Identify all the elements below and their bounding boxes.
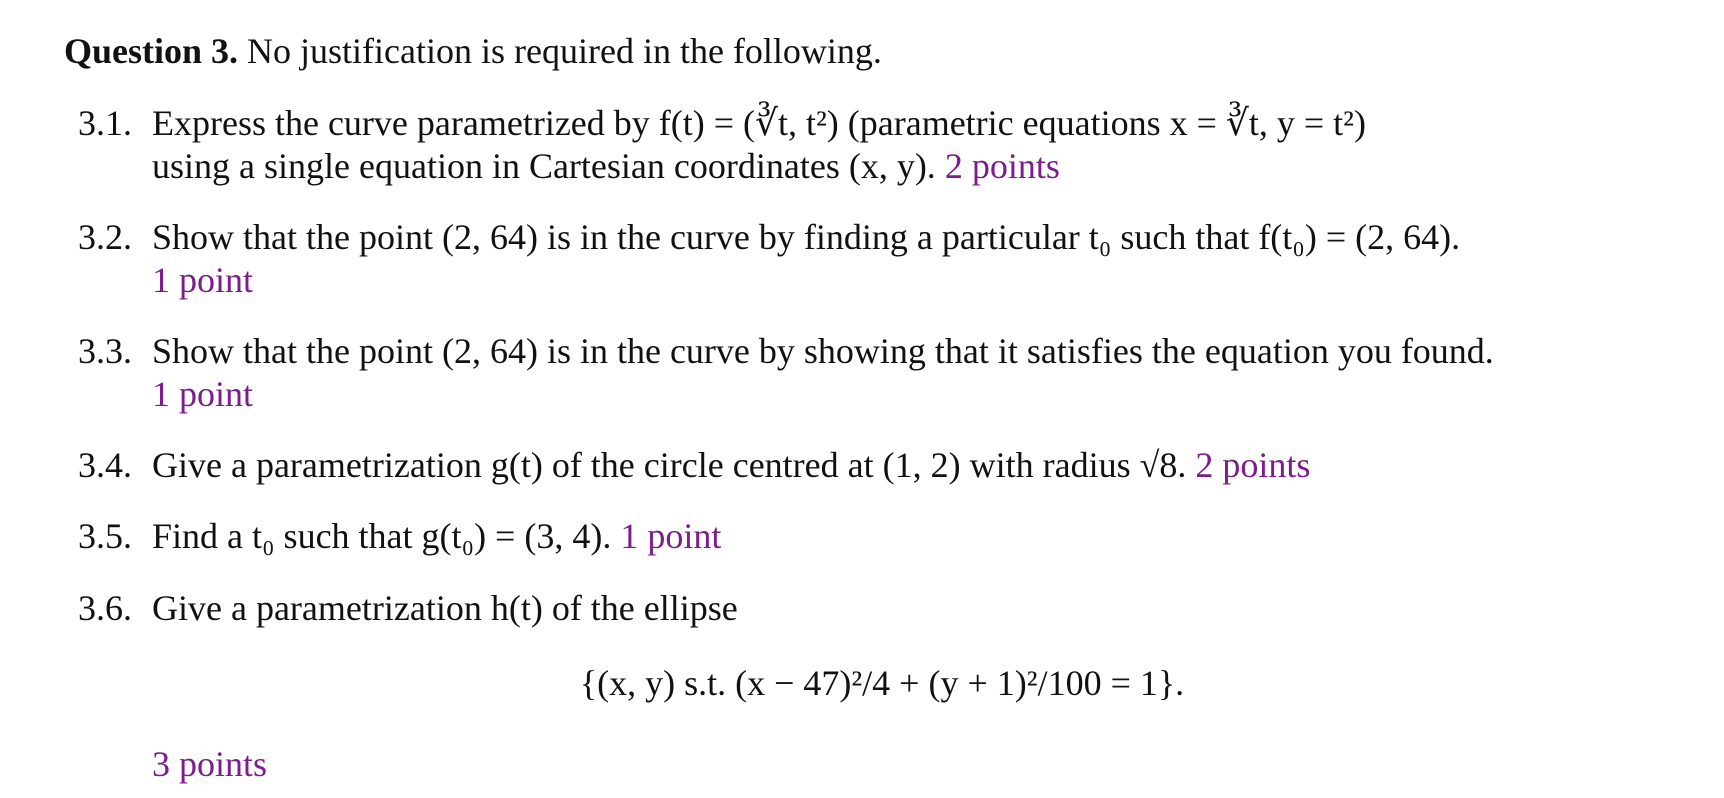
item-text-line1: Give a parametrization h(t) of the ellipse bbox=[152, 588, 738, 628]
question-instruction: No justification is required in the following. bbox=[247, 31, 882, 71]
item-text-line1: Show that the point (2, 64) is in the curve by showing that it satisfies the equation you found. bbox=[152, 331, 1494, 371]
item-text-line1: Find a t₀ such that g(t₀) = (3, 4). bbox=[152, 516, 612, 556]
points-label: 2 points bbox=[1195, 445, 1311, 485]
item-number: 3.5. bbox=[78, 516, 132, 556]
points-label: 1 point bbox=[620, 516, 722, 556]
question-label: Question 3. bbox=[64, 31, 239, 71]
points-label: 1 point bbox=[152, 374, 254, 414]
item-body bbox=[152, 515, 721, 557]
item-body bbox=[152, 444, 1310, 486]
item-text-line1: Express the curve parametrized by f(t) = (∛t, t²) (parametric equations x = ∛t, y = t²) bbox=[152, 103, 1366, 143]
item-3-3-continuation bbox=[152, 373, 253, 415]
item-text-line1: Give a parametrization g(t) of the circle centred at (1, 2) with radius √8. bbox=[152, 445, 1187, 485]
item-3-2-continuation bbox=[152, 259, 253, 301]
item-number: 3.4. bbox=[78, 445, 132, 485]
item-text-line1: Show that the point (2, 64) is in the curve by finding a particular t₀ such that f(t₀) = (2, 64). bbox=[152, 217, 1461, 257]
points-label: 2 points bbox=[944, 146, 1060, 186]
question-heading bbox=[64, 30, 882, 72]
ellipse-equation: {(x, y) s.t. (x − 47)²/4 + (y + 1)²/100 = 1}. bbox=[579, 663, 1185, 703]
points-label: 3 points bbox=[152, 744, 268, 784]
item-text-line2: using a single equation in Cartesian coordinates (x, y). bbox=[152, 146, 936, 186]
item-number: 3.3. bbox=[78, 331, 132, 371]
item-3-6-continuation bbox=[152, 743, 267, 785]
item-number: 3.2. bbox=[78, 217, 132, 257]
points-label: 1 point bbox=[152, 260, 254, 300]
item-3-1-continuation bbox=[152, 145, 1060, 187]
item-number: 3.1. bbox=[78, 103, 132, 143]
item-number: 3.6. bbox=[78, 588, 132, 628]
